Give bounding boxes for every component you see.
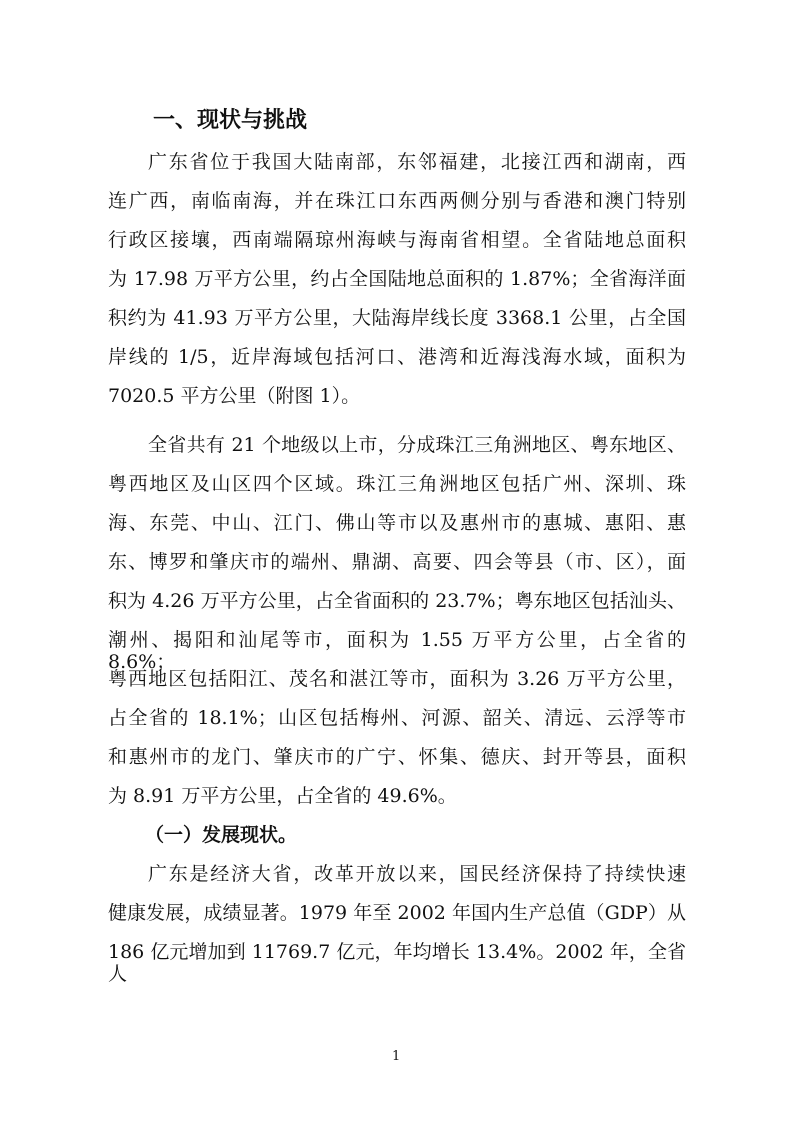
paragraph-line: 为 8.91 万平方公里，占全省的 49.6%。	[108, 785, 457, 807]
paragraph-line: 广东省位于我国大陆南部，东邻福建，北接江西和湖南，西	[148, 151, 686, 173]
paragraph-line: 粤西地区包括阳江、茂名和湛江等市，面积为 3.26 万平方公里，	[108, 668, 686, 690]
paragraph-line: 东、博罗和肇庆市的端州、鼎湖、高要、四会等县（市、区），面	[108, 551, 686, 573]
paragraph-line: 186 亿元增加到 11769.7 亿元，年均增长 13.4%。2002 年，全省人	[108, 941, 686, 985]
paragraph-line: 占全省的 18.1%；山区包括梅州、河源、韶关、清远、云浮等市	[108, 707, 686, 729]
paragraph-line: 行政区接壤，西南端隔琼州海峡与海南省相望。全省陆地总面积	[108, 229, 686, 251]
section-heading: 一、现状与挑战	[153, 108, 308, 133]
paragraph-line: 健康发展，成绩显著。1979 年至 2002 年国内生产总值（GDP）从	[108, 902, 686, 924]
paragraph-line: 全省共有 21 个地级以上市，分成珠江三角洲地区、粤东地区、	[148, 434, 686, 456]
paragraph-line: 潮州、揭阳和汕尾等市，面积为 1.55 万平方公里，占全省的 8.6%；	[108, 629, 686, 673]
paragraph-line: 广东是经济大省，改革开放以来，国民经济保持了持续快速	[148, 863, 686, 885]
subsection-heading: （一）发展现状。	[145, 824, 298, 846]
paragraph-line: 海、东莞、中山、江门、佛山等市以及惠州市的惠城、惠阳、惠	[108, 512, 686, 534]
paragraph-line: 为 17.98 万平方公里，约占全国陆地总面积的 1.87%；全省海洋面	[108, 268, 686, 290]
paragraph-line: 岸线的 1/5，近岸海域包括河口、港湾和近海浅海水域，面积为	[108, 346, 686, 368]
paragraph-line: 和惠州市的龙门、肇庆市的广宁、怀集、德庆、封开等县，面积	[108, 746, 686, 768]
paragraph-line: 7020.5 平方公里（附图 1）。	[108, 385, 361, 407]
paragraph-line: 粤西地区及山区四个区域。珠江三角洲地区包括广州、深圳、珠	[108, 473, 686, 495]
paragraph-line: 积约为 41.93 万平方公里，大陆海岸线长度 3368.1 公里，占全国	[108, 307, 686, 329]
page-number: 1	[392, 1049, 401, 1064]
paragraph-line: 连广西，南临南海，并在珠江口东西两侧分别与香港和澳门特别	[108, 190, 686, 212]
paragraph-line: 积为 4.26 万平方公里，占全省面积的 23.7%；粤东地区包括汕头、	[108, 590, 686, 612]
